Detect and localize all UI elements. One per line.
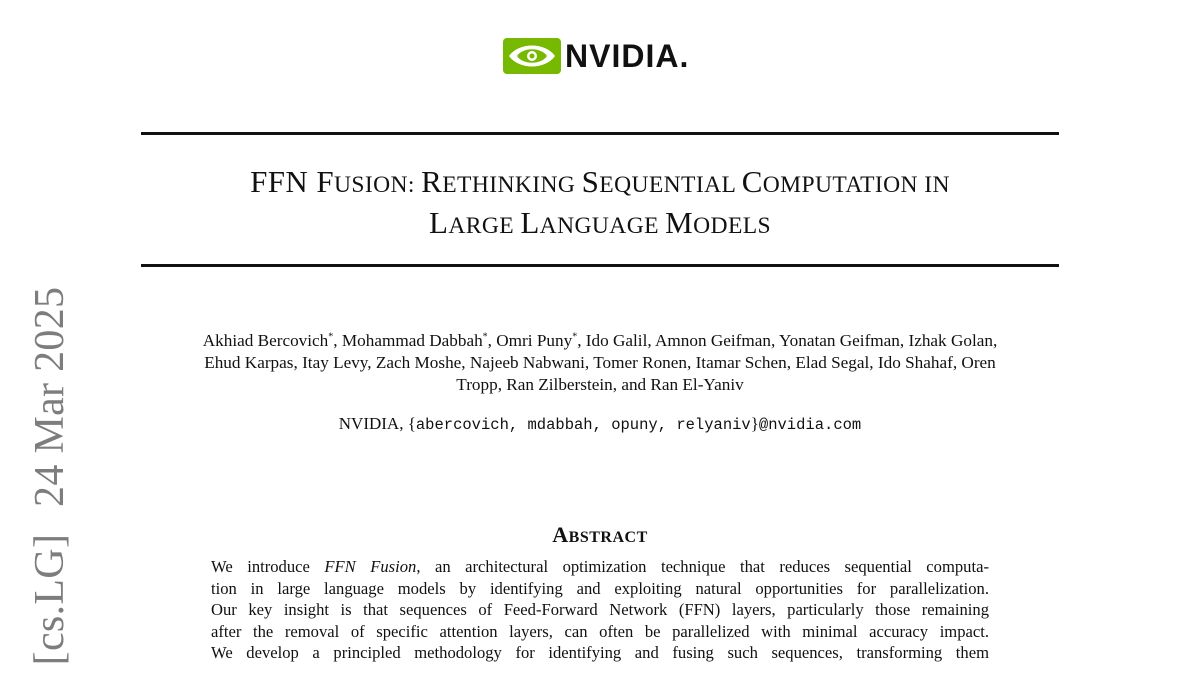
abstract-line-1: We introduce FFN Fusion, an architectural optimization technique that reduces sequential computa- — [211, 557, 989, 576]
author-line-3: Tropp, Ran Zilberstein, and Ran El-Yaniv — [456, 375, 744, 394]
arxiv-date: 24 Mar 2025 — [27, 286, 73, 507]
affiliation: NVIDIA, {abercovich, mdabbah, opuny, relyaniv}@nvidia.com — [338, 414, 862, 434]
author-list — [141, 330, 1059, 396]
title-line-2: LARGE LANGUAGE MODELS — [428, 205, 772, 240]
abstract-heading: ABSTRACT — [552, 522, 648, 547]
abstract-line-5: We develop a principled methodology for identifying and fusing such sequences, transforming them — [211, 643, 989, 663]
title-line-1: FFN FUSION: RETHINKING SEQUENTIAL COMPUTATION IN — [250, 164, 950, 199]
nvidia-wordmark: NVIDIA. — [565, 37, 690, 74]
arxiv-sidebar-stamp — [26, 279, 74, 673]
abstract-line-3: Our key insight is that sequences of Feed-Forward Network (FFN) layers, particularly those remaining — [211, 600, 989, 620]
author-emails: abercovich, mdabbah, opuny, relyaniv — [415, 416, 751, 434]
author-line-1: Akhiad Bercovich*, Mohammad Dabbah*, Omri Puny*, Ido Galil, Amnon Geifman, Yonatan Geifman, Izhak Golan, — [202, 331, 998, 350]
nvidia-logo — [503, 36, 703, 76]
abstract-line-2: tion in large language models by identifying and exploiting natural opportunities for parallelization. — [211, 578, 989, 598]
title-rule-bottom — [141, 264, 1059, 267]
abstract-body — [211, 556, 989, 663]
title-rule-top — [141, 132, 1059, 135]
arxiv-category: [cs.LG] — [27, 533, 73, 666]
abstract-line-4: after the removal of specific attention layers, can often be parallelized with minimal accuracy impact. — [211, 621, 989, 641]
nvidia-eye-icon — [503, 36, 561, 76]
paper-title — [141, 163, 1059, 245]
author-line-2: Ehud Karpas, Itay Levy, Zach Moshe, Najeeb Nabwani, Tomer Ronen, Itamar Schen, Elad Segal, Ido Shahaf, Oren — [204, 353, 996, 372]
